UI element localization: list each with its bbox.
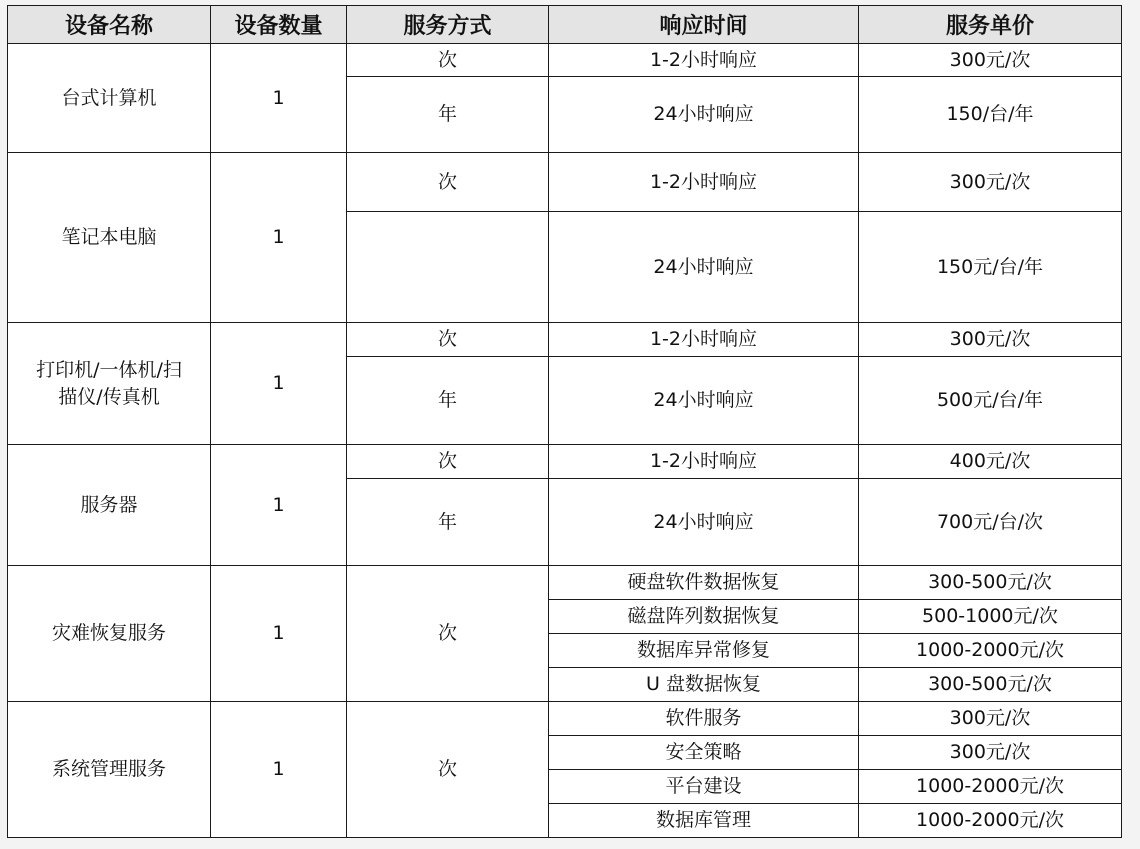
service-mode-cell: 次: [347, 44, 549, 77]
unit-price-cell: 400元/次: [859, 445, 1122, 479]
device-count-cell: 1: [211, 702, 347, 838]
device-name-cell: 系统管理服务: [8, 702, 211, 838]
table-row: [8, 323, 1122, 357]
device-name-line: 打印机/一体机/扫: [36, 358, 182, 381]
response-time-cell: 磁盘阵列数据恢复: [549, 600, 859, 634]
table-row: [8, 44, 1122, 77]
response-time-cell: 1-2小时响应: [549, 323, 859, 357]
service-mode-cell: [347, 212, 549, 323]
response-time-cell: 1-2小时响应: [549, 445, 859, 479]
unit-price-cell: 300-500元/次: [859, 566, 1122, 600]
table-row: [8, 566, 1122, 600]
unit-price-cell: 150/台/年: [859, 77, 1122, 153]
response-time-cell: 24小时响应: [549, 357, 859, 445]
unit-price-cell: 300元/次: [859, 702, 1122, 736]
response-time-cell: 安全策略: [549, 736, 859, 770]
header-unit-price: 服务单价: [859, 6, 1122, 44]
device-count-cell: 1: [211, 445, 347, 566]
service-mode-cell: 年: [347, 357, 549, 445]
device-name-cell: 台式计算机: [8, 44, 211, 153]
response-time-cell: 24小时响应: [549, 212, 859, 323]
header-response-time: 响应时间: [549, 6, 859, 44]
response-time-cell: 24小时响应: [549, 77, 859, 153]
unit-price-cell: 300-500元/次: [859, 668, 1122, 702]
header-device-name: 设备名称: [8, 6, 211, 44]
unit-price-cell: 300元/次: [859, 153, 1122, 212]
device-count-cell: 1: [211, 566, 347, 702]
service-mode-cell: 年: [347, 77, 549, 153]
response-time-cell: 数据库异常修复: [549, 634, 859, 668]
unit-price-cell: 150元/台/年: [859, 212, 1122, 323]
service-mode-cell: 次: [347, 323, 549, 357]
response-time-cell: 1-2小时响应: [549, 44, 859, 77]
device-count-cell: 1: [211, 44, 347, 153]
unit-price-cell: 1000-2000元/次: [859, 804, 1122, 838]
response-time-cell: 平台建设: [549, 770, 859, 804]
response-time-cell: 数据库管理: [549, 804, 859, 838]
unit-price-cell: 1000-2000元/次: [859, 770, 1122, 804]
service-mode-cell: 次: [347, 702, 549, 838]
response-time-cell: 软件服务: [549, 702, 859, 736]
service-mode-cell: 年: [347, 479, 549, 566]
header-device-count: 设备数量: [211, 6, 347, 44]
unit-price-cell: 300元/次: [859, 323, 1122, 357]
service-price-table: [7, 5, 1122, 838]
device-name-cell: 服务器: [8, 445, 211, 566]
device-count-cell: 1: [211, 153, 347, 323]
unit-price-cell: 700元/台/次: [859, 479, 1122, 566]
device-name-line: 描仪/传真机: [58, 385, 160, 408]
response-time-cell: 1-2小时响应: [549, 153, 859, 212]
unit-price-cell: 500元/台/年: [859, 357, 1122, 445]
device-count-cell: 1: [211, 323, 347, 445]
unit-price-cell: 1000-2000元/次: [859, 634, 1122, 668]
service-mode-cell: 次: [347, 566, 549, 702]
device-name-cell: [8, 323, 211, 445]
table-row: [8, 702, 1122, 736]
response-time-cell: 硬盘软件数据恢复: [549, 566, 859, 600]
header-service-mode: 服务方式: [347, 6, 549, 44]
response-time-cell: 24小时响应: [549, 479, 859, 566]
unit-price-cell: 500-1000元/次: [859, 600, 1122, 634]
service-mode-cell: 次: [347, 153, 549, 212]
service-mode-cell: 次: [347, 445, 549, 479]
device-name-cell: 灾难恢复服务: [8, 566, 211, 702]
unit-price-cell: 300元/次: [859, 736, 1122, 770]
table-row: [8, 445, 1122, 479]
header-row: [8, 6, 1122, 44]
service-price-table-container: [7, 5, 1121, 838]
unit-price-cell: 300元/次: [859, 44, 1122, 77]
device-name-cell: 笔记本电脑: [8, 153, 211, 323]
response-time-cell: U 盘数据恢复: [549, 668, 859, 702]
table-row: [8, 153, 1122, 212]
